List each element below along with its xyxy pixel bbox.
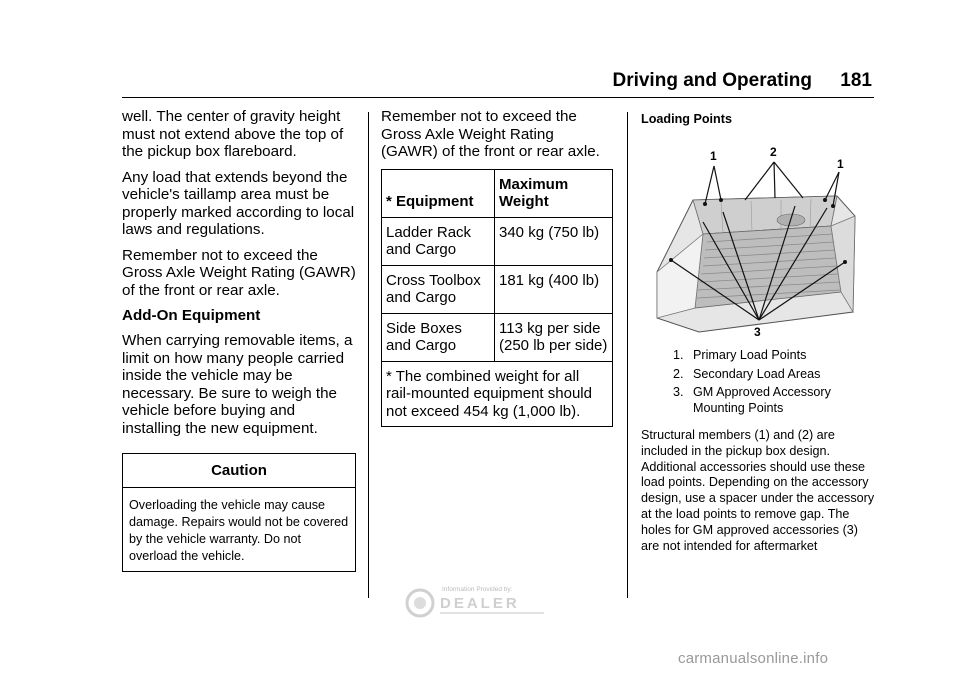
- table-row: [382, 265, 613, 313]
- table-header-row: [382, 169, 613, 217]
- legend-number: 3.: [673, 385, 684, 399]
- legend-number: 1.: [673, 348, 684, 362]
- legend-number: 2.: [673, 366, 684, 381]
- section-heading: Add-On Equipment: [122, 307, 261, 324]
- paragraph: Structural members (1) and (2) are included in the pickup box design. Additional accessories should use these load points. Depending on the accessory design, use a spacer under the accessory at the load points to remove gap. The holes for GM approved accessories (3) are not intended for aftermarket: [641, 428, 875, 553]
- column-right: [641, 108, 877, 554]
- figure-legend: [641, 348, 877, 416]
- figure-title: Loading Points: [641, 112, 732, 126]
- table-footnote-row: [382, 361, 613, 427]
- equipment-weight-table: [381, 169, 613, 428]
- watermark-brand: DEALER: [440, 595, 520, 612]
- list-item: [673, 385, 877, 416]
- caution-box: [122, 453, 356, 572]
- paragraph: well. The center of gravity height must not extend above the top of the pickup box flareboard.: [122, 108, 344, 160]
- callout-3: 3: [754, 325, 761, 339]
- table-cell: Side Boxes and Cargo: [382, 313, 495, 361]
- table-cell: Ladder Rack and Cargo: [382, 217, 495, 265]
- list-item: [673, 367, 877, 383]
- page-header: [0, 66, 960, 96]
- table-row: [382, 313, 613, 361]
- watermark-logo: [404, 583, 550, 623]
- site-footer[interactable]: carmanualsonline.info: [678, 650, 829, 667]
- list-item: [673, 348, 877, 364]
- column-middle: [381, 108, 614, 427]
- table-cell: 113 kg per side (250 lb per side): [495, 313, 613, 361]
- callout-2: 2: [770, 145, 777, 159]
- callout-1-left: 1: [710, 149, 717, 163]
- header-rule: [122, 97, 874, 98]
- table-cell: 340 kg (750 lb): [495, 217, 613, 265]
- paragraph: Any load that extends beyond the vehicle's taillamp area must be properly marked according to local laws and regulations.: [122, 168, 355, 238]
- paragraph: Remember not to exceed the Gross Axle Weight Rating (GAWR) of the front or rear axle.: [381, 108, 600, 160]
- dealer-watermark: [404, 583, 550, 623]
- page-number: 181: [840, 70, 872, 91]
- pickup-box-illustration: [641, 142, 877, 342]
- paragraph: Remember not to exceed the Gross Axle Weight Rating (GAWR) of the front or rear axle.: [122, 246, 356, 299]
- callout-1-right: 1: [837, 157, 844, 171]
- caution-title: Caution: [123, 454, 355, 488]
- paragraph: When carrying removable items, a limit on how many people carried inside the vehicle may be necessary. Be sure to weigh the vehicle before buying and installing the new equipment.: [122, 332, 353, 437]
- table-cell: 181 kg (400 lb): [495, 265, 613, 313]
- watermark-caption: Information Provided by:: [442, 586, 513, 593]
- section-title: Driving and Operating: [612, 70, 812, 91]
- legend-text: GM Approved Accessory Mounting Points: [693, 385, 831, 415]
- table-row: [382, 217, 613, 265]
- table-header: * Equipment: [382, 169, 495, 217]
- column-left: [122, 108, 358, 572]
- column-divider: [368, 112, 369, 598]
- table-cell: Cross Toolbox and Cargo: [382, 265, 495, 313]
- table-header: Maximum Weight: [495, 169, 613, 217]
- column-divider: [627, 112, 628, 598]
- legend-text: Primary Load Points: [693, 348, 807, 362]
- caution-body: Overloading the vehicle may cause damage. Repairs would not be covered by the vehicle warranty. Do not overload the vehicle.: [129, 498, 349, 563]
- pickup-box-figure: [641, 142, 877, 342]
- legend-text: Secondary Load Areas: [693, 366, 821, 381]
- table-footnote: * The combined weight for all rail-mounted equipment should not exceed 454 kg (1,000 lb).: [382, 361, 613, 427]
